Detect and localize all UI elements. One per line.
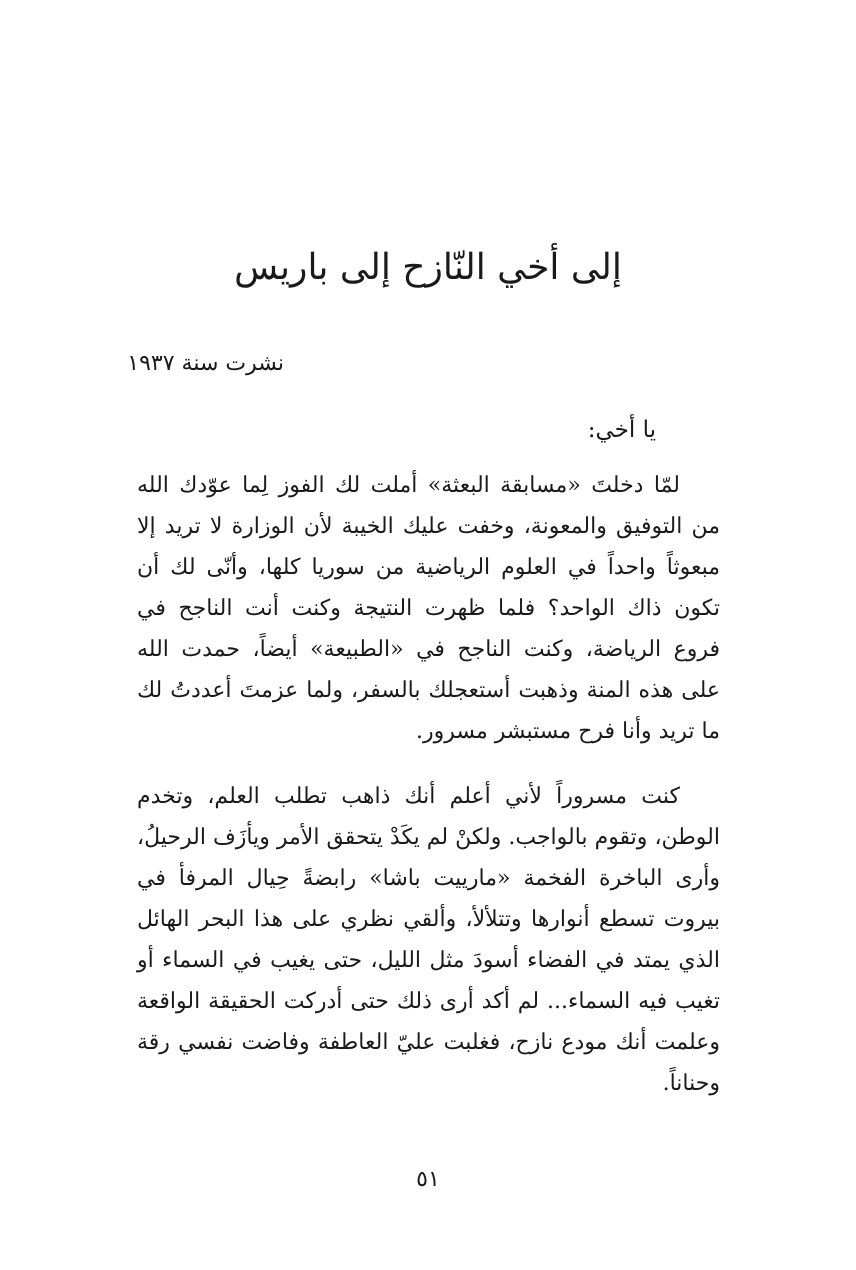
- publication-note: نشرت سنة ١٩٣٧: [127, 351, 284, 376]
- salutation: يا أخي:: [587, 417, 656, 443]
- paragraph: كنت مسروراً لأني أعلم أنك ذاهب تطلب العلم، وتخدم الوطن، وتقوم بالواجب. ولكنْ لم يكَدْ يتحقق الأمر ويأزَف الرحيلُ، وأرى الباخرة الفخمة «مارييت باشا» رابضةً حِيال المرفأ في بيروت تسطع أنوارها وتتلألأ، وألقي نظري على هذا البحر الهائل الذي يمتد في الفضاء أسودَ مثل الليل، حتى يغيب في السماء أو تغيب فيه السماء... لم أكد أرى ذلك حتى أدركت الحقيقة الواقعة وعلمت أنك مودع نازح، فغلبت عليّ العاطفة وفاضت نفسي رقة وحناناً.: [137, 784, 720, 1096]
- chapter-title: إلى أخي النّازح إلى باريس: [234, 247, 622, 288]
- body-text: [137, 465, 720, 1128]
- paragraph: لمّا دخلتَ «مسابقة البعثة» أملت لك الفوز لِما عوّدك الله من التوفيق والمعونة، وخفت عليك الخيبة لأن الوزارة لا تريد إلا مبعوثاً واحداً في العلوم الرياضية من سوريا كلها، وأنّى لك أن تكون ذاك الواحد؟ فلما ظهرت النتيجة وكنت أنت الناجح في فروع الرياضة، وكنت الناجح في «الطبيعة» أيضاً، حمدت الله على هذه المنة وذهبت أستعجلك بالسفر، ولما عزمتَ أعددتُ لك ما تريد وأنا فرح مستبشر مسرور.: [137, 473, 720, 744]
- page-number: ٥١: [416, 1167, 440, 1192]
